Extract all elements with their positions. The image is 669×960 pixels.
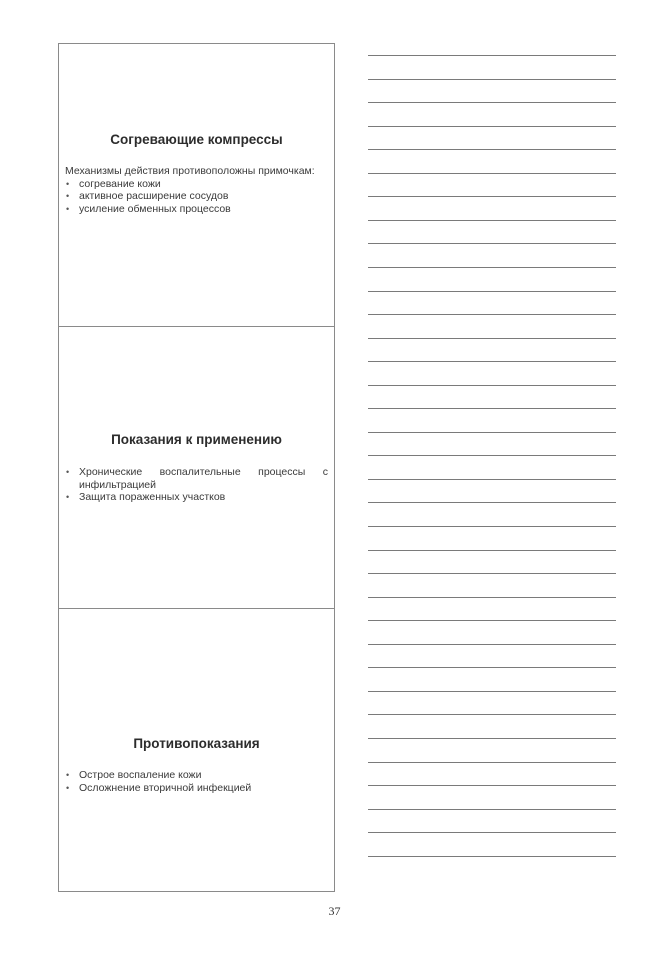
note-line [368, 314, 616, 315]
note-line [368, 243, 616, 244]
note-line [368, 55, 616, 56]
note-line [368, 196, 616, 197]
note-line [368, 620, 616, 621]
slide-body [65, 466, 328, 504]
note-line [368, 79, 616, 80]
note-line [368, 102, 616, 103]
note-line [368, 385, 616, 386]
bullet-list [65, 769, 328, 794]
note-line [368, 785, 616, 786]
note-line [368, 526, 616, 527]
slide-contraindications [59, 608, 334, 891]
slide-title: Согревающие компрессы [110, 132, 283, 147]
note-line [368, 667, 616, 668]
bullet-item: • Хронические воспалительные процессы с инфильтрацией [65, 466, 328, 491]
note-line [368, 361, 616, 362]
slide-indications [59, 326, 334, 608]
bullet-item: • Защита пораженных участков [65, 491, 328, 504]
slide-intro: Механизмы действия противоположны примочкам: [65, 165, 315, 177]
note-line [368, 809, 616, 810]
note-line [368, 597, 616, 598]
bullet-item: • согревание кожи [65, 178, 328, 191]
note-line [368, 455, 616, 456]
note-line [368, 856, 616, 857]
note-line [368, 573, 616, 574]
slide-title: Показания к применению [111, 432, 282, 447]
note-line [368, 267, 616, 268]
note-line [368, 291, 616, 292]
note-line [368, 714, 616, 715]
note-line [368, 691, 616, 692]
bullet-item: • Острое воспаление кожи [65, 769, 328, 782]
page-number: 37 [328, 904, 341, 918]
note-line [368, 338, 616, 339]
note-line [368, 832, 616, 833]
note-line [368, 502, 616, 503]
slides-panel [58, 43, 335, 892]
note-line [368, 550, 616, 551]
note-line [368, 762, 616, 763]
bullet-item: • Осложнение вторичной инфекцией [65, 782, 328, 795]
slide-body [65, 165, 328, 215]
note-line [368, 479, 616, 480]
note-line [368, 126, 616, 127]
note-line [368, 432, 616, 433]
bullet-list [65, 466, 328, 504]
note-line [368, 173, 616, 174]
note-line [368, 149, 616, 150]
slide-warming-compresses [59, 44, 334, 326]
slide-body [65, 769, 328, 794]
bullet-item: • усиление обменных процессов [65, 203, 328, 216]
note-line [368, 220, 616, 221]
slide-title: Противопоказания [133, 736, 260, 751]
note-line [368, 644, 616, 645]
bullet-list [65, 178, 328, 216]
note-line [368, 408, 616, 409]
note-line [368, 738, 616, 739]
bullet-item: • активное расширение сосудов [65, 190, 328, 203]
